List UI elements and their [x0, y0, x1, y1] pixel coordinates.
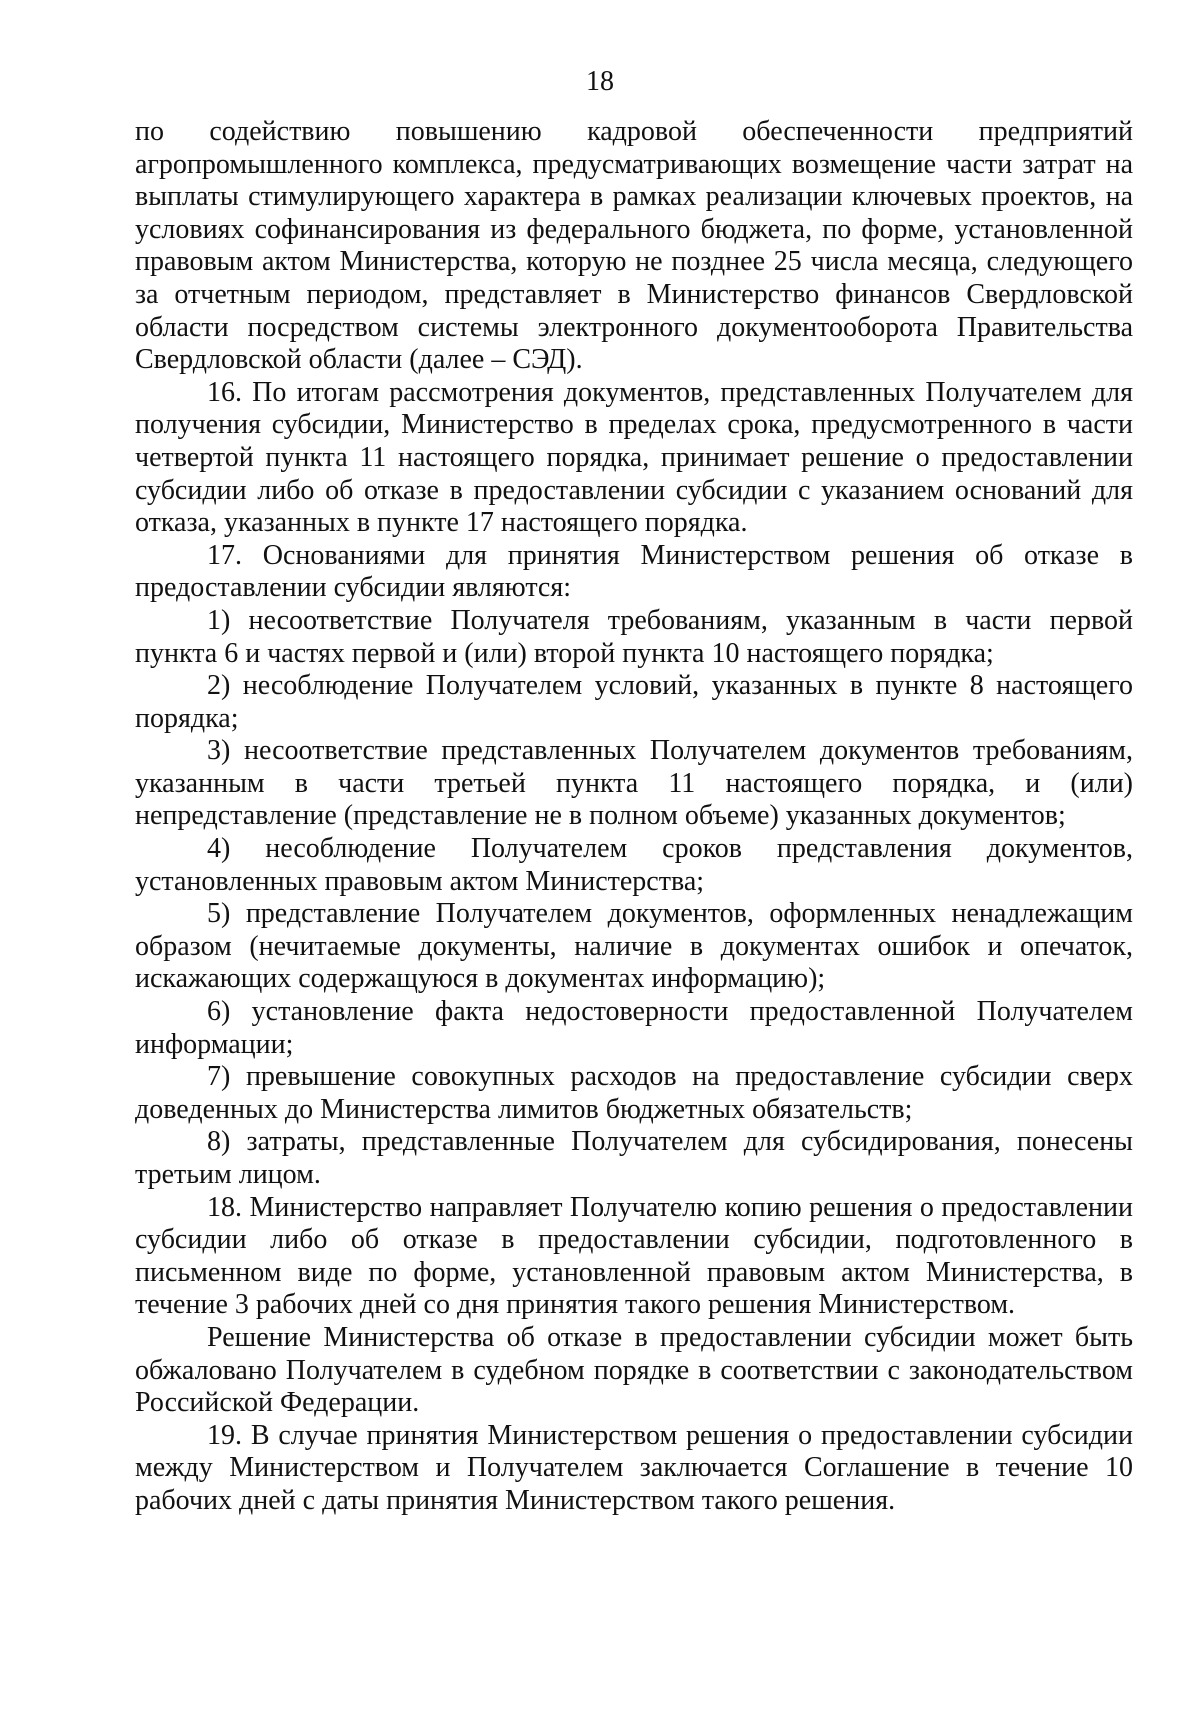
- paragraph-17-item-8: 8) затраты, представленные Получателем для субсидирования, понесены третьим лицом.: [135, 1126, 1133, 1190]
- document-body: [135, 116, 1133, 1518]
- paragraph-17-item-1: 1) несоответствие Получателя требованиям, указанным в части первой пункта 6 и частях первой и (или) второй пункта 10 настоящего порядка;: [135, 604, 1133, 669]
- paragraph-18-appeal: Решение Министерства об отказе в предоставлении субсидии может быть обжаловано Получателем в судебном порядке в соответствии с законодательством Российской Федерации.: [135, 1321, 1133, 1419]
- page-number: 18: [586, 66, 614, 97]
- paragraph-17-item-4: 4) несоблюдение Получателем сроков представления документов, установленных правовым актом Министерства;: [135, 833, 1133, 897]
- paragraph-16: 16. По итогам рассмотрения документов, представленных Получателем для получения субсидии, Министерство в пределах срока, предусмотренного в части четвертой пункта 11 настоящего порядка, принимает решение о предоставлении субсидии либо об отказе в предоставлении субсидии с указанием оснований для отказа, указанных в пункте 17 настоящего порядка.: [135, 376, 1133, 539]
- paragraph-17-item-3: 3) несоответствие представленных Получателем документов требованиям, указанным в части третьей пункта 11 настоящего порядка, и (или) непредставление (представление не в полном объеме) указанных документов;: [135, 735, 1133, 832]
- paragraph-17-item-2: 2) несоблюдение Получателем условий, указанных в пункте 8 настоящего порядка;: [135, 670, 1133, 734]
- paragraph-17: 17. Основаниями для принятия Министерством решения об отказе в предоставлении субсидии являются:: [135, 539, 1133, 604]
- paragraph-18: 18. Министерство направляет Получателю копию решения о предоставлении субсидии либо об отказе в предоставлении субсидии, подготовленного в письменном виде по форме, установленной правовым актом Министерства, в течение 3 рабочих дней со дня принятия такого решения Министерством.: [135, 1191, 1133, 1321]
- paragraph-17-item-7: 7) превышение совокупных расходов на предоставление субсидии сверх доведенных до Министерства лимитов бюджетных обязательств;: [135, 1061, 1133, 1125]
- paragraph-17-item-5: 5) представление Получателем документов, оформленных ненадлежащим образом (нечитаемые документы, наличие в документах ошибок и опечаток, искажающих содержащуюся в документах информацию);: [135, 898, 1133, 995]
- paragraph-17-item-6: 6) установление факта недостоверности предоставленной Получателем информации;: [135, 996, 1133, 1060]
- paragraph-continuation: по содействию повышению кадровой обеспеченности предприятий агропромышленного комплекса, предусматривающих возмещение части затрат на выплаты стимулирующего характера в рамках реализации ключевых проектов, на условиях софинансирования из федерального бюджета, по форме, установленной правовым актом Министерства, которую не позднее 25 числа месяца, следующего за отчетным периодом, представляет в Министерство финансов Свердловской области посредством системы электронного документооборота Правительства Свердловской области (далее – СЭД).: [135, 116, 1133, 376]
- paragraph-19: 19. В случае принятия Министерством решения о предоставлении субсидии между Министерством и Получателем заключается Соглашение в течение 10 рабочих дней с даты принятия Министерством такого решения.: [135, 1419, 1133, 1516]
